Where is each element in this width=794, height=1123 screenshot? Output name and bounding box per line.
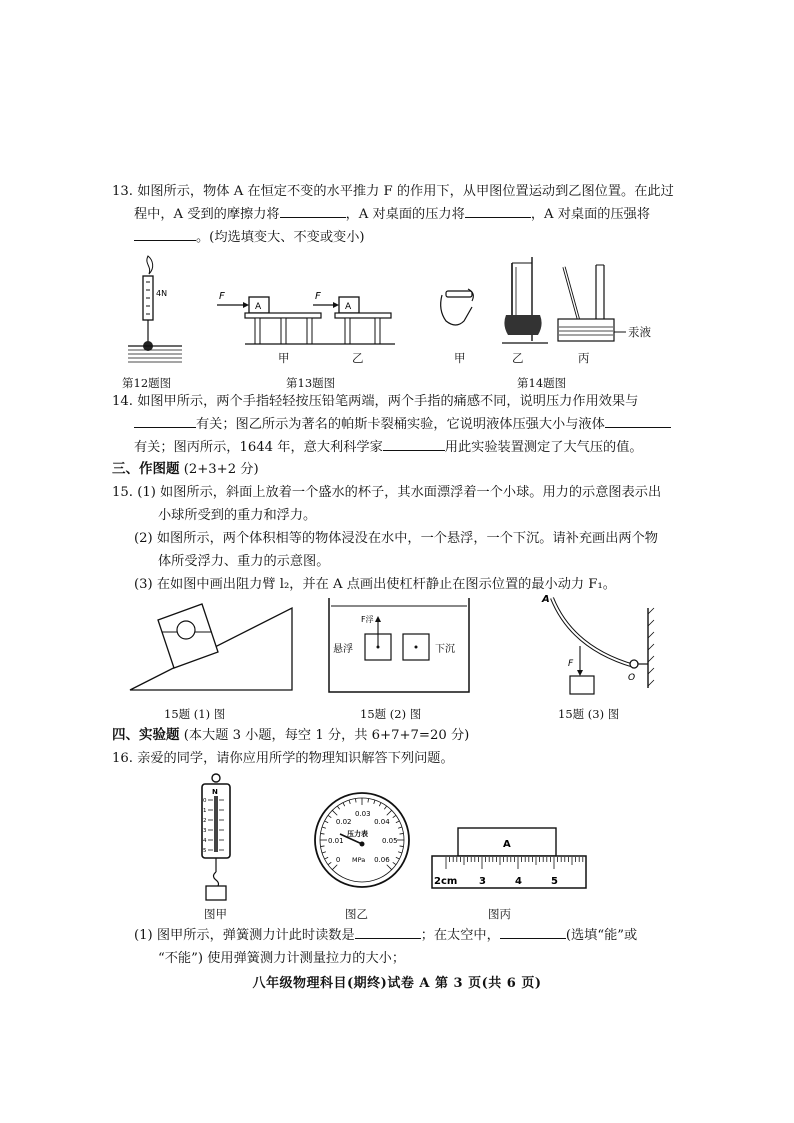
gauge-label: 0.06 [374, 856, 390, 865]
answer-blank[interactable] [465, 203, 531, 218]
ruler-label: 2cm [434, 876, 458, 887]
ruler-label: 5 [551, 876, 558, 887]
figure-13 [215, 288, 400, 368]
svg-text:F: F [315, 291, 321, 302]
question-16 [112, 747, 702, 770]
caption-fig-jia: 图甲 [204, 907, 227, 921]
gauge-label: 0.01 [328, 837, 344, 845]
label-F: F [568, 659, 574, 669]
svg-text:A: A [255, 302, 262, 312]
caption-fig-bing: 图丙 [488, 907, 511, 921]
scale-number: 4 [203, 838, 207, 844]
question-16-part1 [112, 924, 702, 970]
spring-reading: 4N [156, 289, 168, 298]
label-jia-14: 甲 [454, 351, 466, 365]
gauge-label: 0 [335, 856, 341, 865]
answer-blank[interactable] [383, 436, 445, 451]
caption-fig13: 第13题图 [286, 376, 336, 390]
q15-line4: 体所受浮力、重力的示意图。 [158, 554, 330, 569]
q14-line3: 有关；图丙所示，1644 年，意大利科学家 用此实验装置测定了大气压的值。 [112, 436, 702, 459]
answer-blank[interactable] [280, 203, 346, 218]
label-f-float: F浮 [361, 615, 374, 624]
q13-line3: 。(均选填变大、不变或变小) [112, 226, 702, 249]
question-13 [112, 180, 702, 249]
answer-blank[interactable] [355, 924, 421, 939]
q13-line1: 13. 如图所示，物体 A 在恒定不变的水平推力 F 的作用下，从甲图位置运动到乙图位置。在此过 [112, 184, 674, 199]
scale-number: 5 [203, 848, 207, 854]
figure-ruler [430, 826, 590, 892]
label-jia-13: 甲 [278, 351, 290, 365]
answer-blank[interactable] [134, 413, 196, 428]
label-sink: 下沉 [435, 644, 455, 655]
ruler-label: 4 [515, 876, 522, 887]
scale-number: 0 [203, 798, 207, 804]
svg-text:A: A [345, 302, 352, 312]
section-title: 三、作图题 [112, 461, 180, 477]
scale-number: 3 [203, 828, 207, 834]
label-A: A [542, 594, 550, 605]
caption-15-2: 15题 (2) 图 [360, 707, 422, 721]
scale-number: 2 [203, 818, 207, 824]
section-4-heading [112, 724, 702, 747]
label-yi-14: 乙 [512, 351, 524, 365]
caption-fig-yi: 图乙 [345, 907, 368, 921]
figure-pressure-gauge [312, 790, 412, 890]
answer-blank[interactable] [500, 924, 566, 939]
scale-unit: N [212, 788, 218, 796]
q15-line5: (3) 在如图中画出阻力臂 l₂，并在 A 点画出使杠杆静止在图示位置的最小动力 F₁。 [134, 577, 616, 592]
question-15 [112, 481, 702, 596]
figure-15-2 [327, 596, 473, 696]
section-3-heading [112, 458, 702, 481]
question-number: 13. [112, 184, 133, 199]
q15-line2: 小球所受到的重力和浮力。 [158, 508, 317, 523]
q14-line1: 14. 如图甲所示，两个手指轻轻按压铅笔两端，两个手指的痛感不同，说明压力作用效果与 [112, 394, 639, 409]
q13-line2: 程中，A 受到的摩擦力将 ，A 对桌面的压力将 ，A 对桌面的压强将 [112, 203, 702, 226]
q15-line1: 15. (1) 如图所示，斜面上放着一个盛水的杯子，其水面漂浮着一个小球。用力的示意图表示出 [112, 485, 662, 500]
q16-p1-line1: (1) 图甲所示，弹簧测力计此时读数是 ；在太空中， (选填“能”或 [112, 924, 702, 947]
question-number: 14. [112, 394, 133, 409]
gauge-label: 0.02 [335, 817, 352, 826]
q14-line2: 有关；图乙所示为著名的帕斯卡裂桶实验，它说明液体压强大小与液体 [112, 413, 702, 436]
figure-15-3 [538, 588, 658, 698]
label-suspend: 悬浮 [333, 644, 353, 655]
label-yi-13: 乙 [352, 351, 364, 365]
page-footer: 八年级物理科目(期终)试卷 A 第 3 页(共 6 页) [252, 976, 542, 991]
q15-line3: (2) 如图所示，两个体积相等的物体浸没在水中，一个悬浮，一个下沉。请补充画出两个物 [134, 531, 658, 546]
ruler-block-label: A [503, 839, 511, 850]
question-number: 16. [112, 751, 133, 766]
answer-blank[interactable] [134, 226, 196, 241]
question-number: 15. [112, 485, 133, 500]
label-bing-14: 丙 [578, 351, 590, 365]
gauge-unit: MPa [352, 856, 366, 864]
figure-spring-scale [192, 772, 242, 902]
caption-fig14: 第14题图 [517, 376, 567, 390]
section-title: 四、实验题 [112, 727, 180, 743]
q16-line1: 16. 亲爱的同学，请你应用所学的物理知识解答下列问题。 [112, 751, 454, 766]
answer-blank[interactable] [605, 413, 671, 428]
gauge-label: 0.05 [382, 837, 398, 845]
section-score: (2+3+2 分) [183, 462, 259, 477]
scale-number: 1 [203, 808, 207, 814]
svg-text:F: F [219, 291, 225, 302]
section-score: (本大题 3 小题，每空 1 分，共 6+7+7=20 分) [183, 728, 470, 743]
caption-15-3: 15题 (3) 图 [558, 707, 620, 721]
figure-14 [432, 255, 637, 350]
gauge-title: 压力表 [347, 830, 368, 838]
gauge-label: 0.04 [374, 817, 390, 826]
label-mercury: 汞液 [628, 325, 651, 339]
gauge-label: 0.03 [355, 810, 371, 818]
figure-15-1 [128, 600, 298, 695]
figure-12 [122, 250, 192, 380]
caption-15-1: 15题 (1) 图 [164, 707, 226, 721]
caption-fig12: 第12题图 [122, 376, 172, 390]
label-O: O [628, 673, 636, 683]
ruler-label: 3 [479, 876, 486, 887]
question-14 [112, 390, 702, 459]
q16-p1-line2: “不能”) 使用弹簧测力计测量拉力的大小； [158, 951, 406, 966]
